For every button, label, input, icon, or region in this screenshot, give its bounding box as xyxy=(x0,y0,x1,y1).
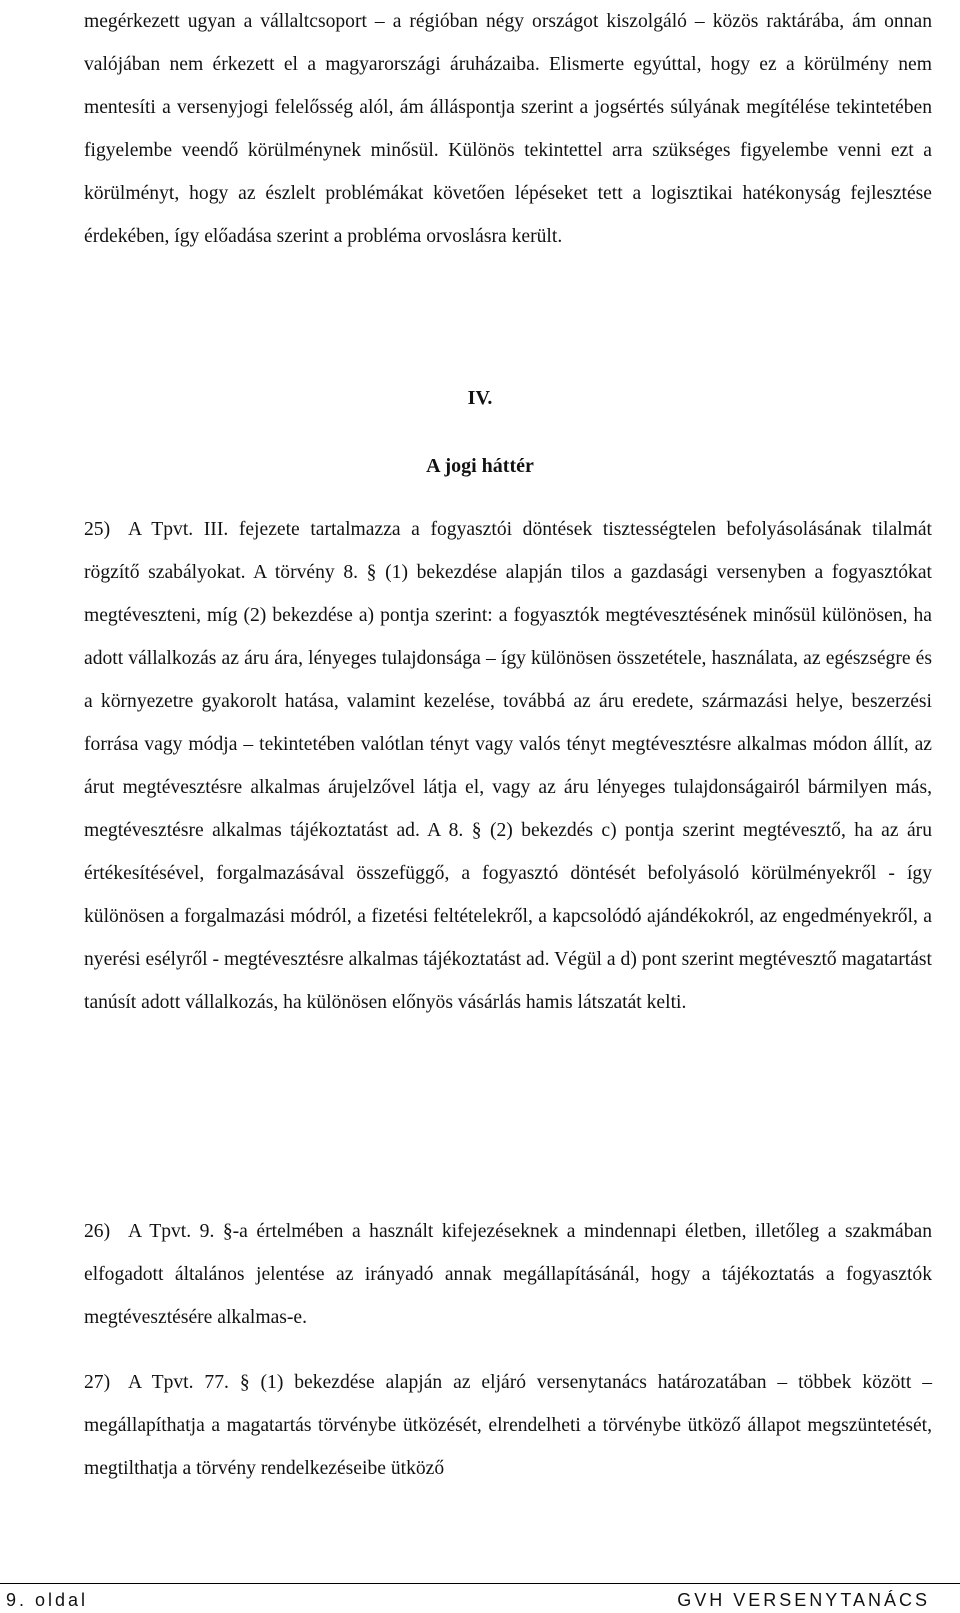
section-number: IV. xyxy=(467,387,493,409)
page-number: 9. oldal xyxy=(6,1590,89,1610)
footer-organization: GVH VERSENYTANÁCS xyxy=(677,1590,930,1610)
paragraph-text: A Tpvt. 77. § (1) bekezdése alapján az eljáró versenytanács határozatában – többek között – megállapíthatja a magatartás törvénybe ütközését, elrendelheti a törvénybe ütköző állapot megszüntetését, megtilthatja a törvény rendelkezéseibe ütköző xyxy=(84,1372,932,1479)
footer-divider xyxy=(0,1583,960,1584)
paragraph-25 xyxy=(84,508,932,1024)
paragraph-27 xyxy=(84,1361,932,1490)
paragraph-text: A Tpvt. 9. §-a értelmében a használt kifejezéseknek a mindennapi életben, illetőleg a szakmában elfogadott általános jelentése az irányadó annak megállapításánál, hogy a tájékoztatás a fogyasztók megtévesztésére alkalmas-e. xyxy=(84,1221,932,1328)
paragraph-text: A Tpvt. III. fejezete tartalmazza a fogyasztói döntések tisztességtelen befolyásolásának tilalmát rögzítő szabályokat. A törvény 8. § (1) bekezdése alapján tilos a gazdasági versenyben a fogyasztókat megtéveszteni, míg (2) bekezdése a) pontja szerint: a fogyasztók megtévesztésének minősül különösen, ha adott vállalkozás az áru ára, lényeges tulajdonsága – így különösen összetétele, használata, az egészségre és a környezetre gyakorolt hatása, valamint kezelése, továbbá az áru eredete, származási helye, beszerzési forrása vagy módja – tekintetében valótlan tényt vagy valós tényt megtévesztésre alkalmas módon állít, az árut megtévesztésre alkalmas árujelzővel látja el, vagy az áru lényeges tulajdonságairól bármilyen más, megtévesztésre alkalmas tájékoztatást ad. A 8. § (2) bekezdés c) pontja szerint megtévesztő, ha az áru értékesítésével, forgalmazásával összefüggő, a fogyasztó döntését befolyásoló körülményekről - így különösen a forgalmazási módról, a fizetési feltételekről, a kapcsolódó ajándékokról, az engedményekről, a nyerési esélyről - megtévesztésre alkalmas tájékoztatást ad. Végül a d) pont szerint megtévesztő magatartást tanúsít adott vállalkozás, ha különösen előnyös vásárlás hamis látszatát kelti. xyxy=(84,519,932,1013)
section-title: A jogi háttér xyxy=(426,455,534,477)
paragraph-number: 27) xyxy=(84,1372,111,1393)
paragraph-number: 25) xyxy=(84,519,111,540)
intro-paragraph: megérkezett ugyan a vállaltcsoport – a régióban négy országot kiszolgáló – közös raktárába, ám onnan valójában nem érkezett el a magyarországi áruházaiba. Elismerte egyúttal, hogy ez a körülmény nem mentesíti a versenyjogi felelősség alól, ám álláspontja szerint a jogsértés súlyának megítélése tekintetében figyelembe veendő körülménynek minősül. Különös tekintettel arra szükséges figyelembe venni ezt a körülményt, hogy az észlelt problémákat követően lépéseket tett a logisztikai hatékonyság fejlesztése érdekében, így előadása szerint a probléma orvoslásra került. xyxy=(84,11,932,247)
paragraph-number: 26) xyxy=(84,1221,111,1242)
paragraph-26 xyxy=(84,1210,932,1339)
